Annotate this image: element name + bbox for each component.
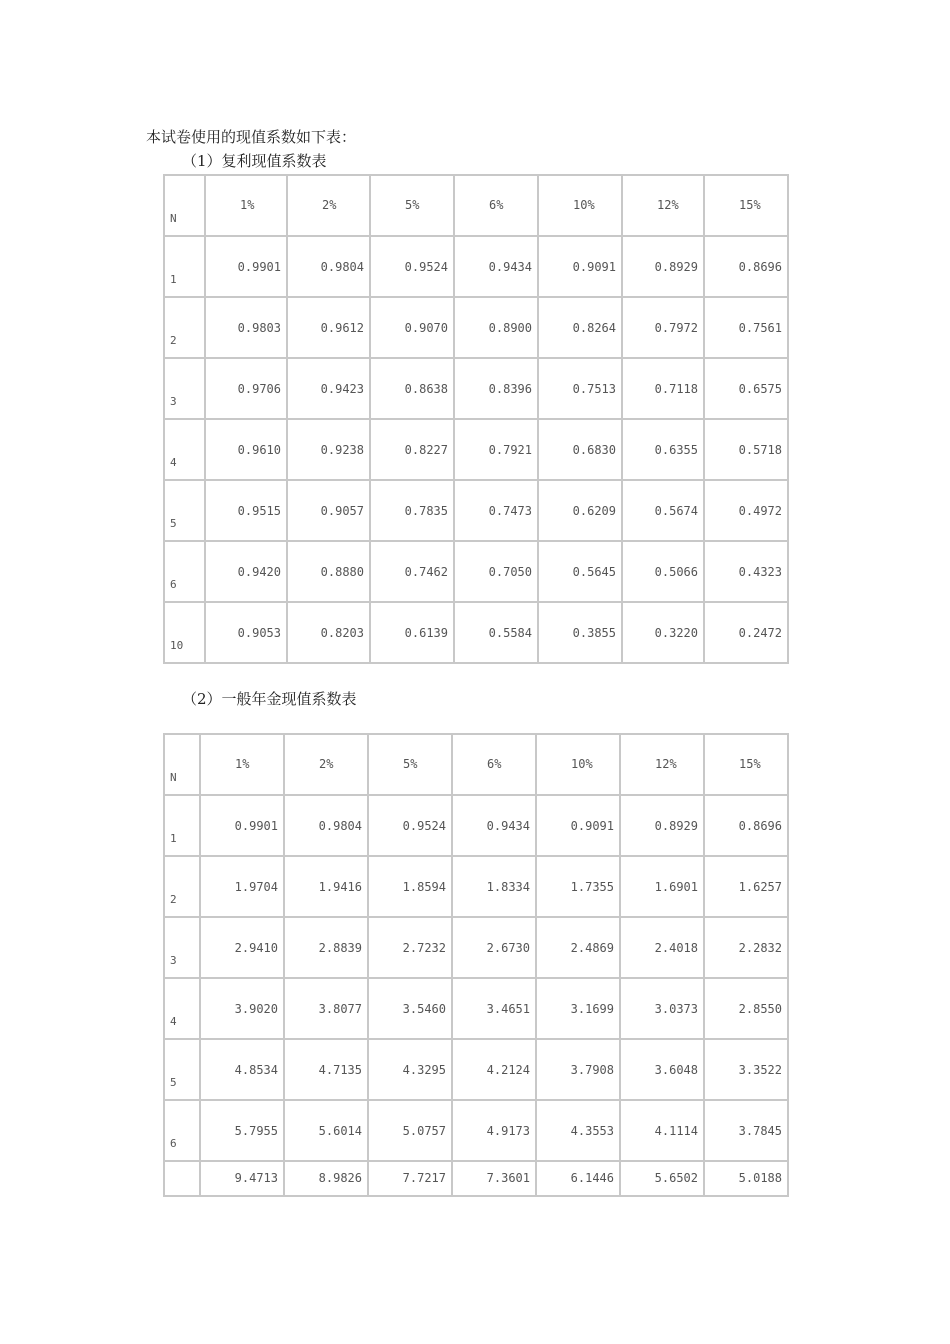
period-cell [164,236,205,297]
coefficient-value: 3.0373 [654,1002,698,1016]
table2-body [164,734,788,1196]
coefficient-value: 1.6901 [654,880,698,894]
table-row [164,917,788,978]
coefficient-value: 0.6139 [404,626,448,640]
coefficient-value: 7.3601 [486,1171,530,1185]
header-row [164,734,788,795]
table-row [164,1100,788,1161]
header-rate-label: 2% [322,198,337,212]
coefficient-value: 0.9610 [237,443,281,457]
value-cell [620,978,704,1039]
coefficient-value: 2.4869 [570,941,614,955]
value-cell [284,1100,368,1161]
value-cell [287,480,370,541]
coefficient-value: 0.9515 [237,504,281,518]
coefficient-value: 0.7050 [488,565,532,579]
value-cell [452,1039,536,1100]
value-cell [370,236,454,297]
header-rate-label: 12% [657,198,679,212]
coefficient-value: 0.9901 [237,260,281,274]
table-row [164,978,788,1039]
coefficient-value: 0.3220 [654,626,698,640]
value-cell [454,297,538,358]
period-cell [164,1039,200,1100]
period-cell [164,297,205,358]
coefficient-value: 0.8638 [404,382,448,396]
period-label: 5 [170,517,177,530]
header-rate-cell [454,175,538,236]
coefficient-value: 0.9091 [570,819,614,833]
header-rate-cell [284,734,368,795]
coefficient-value: 4.8534 [234,1063,278,1077]
coefficient-value: 4.3295 [402,1063,446,1077]
header-row [164,175,788,236]
value-cell [622,602,704,663]
value-cell [200,978,284,1039]
coefficient-value: 1.8594 [402,880,446,894]
value-cell [704,978,788,1039]
value-cell [536,978,620,1039]
header-rate-cell [538,175,622,236]
period-cell [164,602,205,663]
coefficient-value: 0.9804 [320,260,364,274]
value-cell [622,480,704,541]
value-cell [704,917,788,978]
value-cell [704,419,788,480]
header-rate-cell [620,734,704,795]
header-rate-cell [704,734,788,795]
header-rate-label: 15% [739,198,761,212]
value-cell [454,480,538,541]
value-cell [205,297,287,358]
coefficient-value: 1.7355 [570,880,614,894]
table-row [164,419,788,480]
value-cell [452,917,536,978]
value-cell [368,1100,452,1161]
table1-body [164,175,788,663]
value-cell [620,1100,704,1161]
coefficient-value: 0.9070 [404,321,448,335]
value-cell [370,419,454,480]
coefficient-value: 0.7921 [488,443,532,457]
coefficient-value: 5.6502 [654,1171,698,1185]
coefficient-value: 0.7561 [738,321,782,335]
header-n-label: N [170,212,177,225]
coefficient-value: 1.6257 [738,880,782,894]
coefficient-value: 0.8396 [488,382,532,396]
value-cell [536,1100,620,1161]
value-cell [287,236,370,297]
value-cell [536,1161,620,1196]
period-cell [164,1161,200,1196]
value-cell [454,236,538,297]
value-cell [454,419,538,480]
value-cell [536,795,620,856]
value-cell [370,480,454,541]
value-cell [368,856,452,917]
coefficient-value: 0.9612 [320,321,364,335]
header-rate-cell [704,175,788,236]
value-cell [538,236,622,297]
period-cell [164,419,205,480]
value-cell [452,1100,536,1161]
period-cell [164,978,200,1039]
value-cell [370,602,454,663]
coefficient-value: 0.7118 [654,382,698,396]
header-n-label: N [170,771,177,784]
period-label: 2 [170,334,177,347]
table-row [164,1039,788,1100]
period-cell [164,795,200,856]
header-rate-label: 5% [405,198,420,212]
coefficient-value: 0.8929 [654,819,698,833]
coefficient-value: 0.4972 [738,504,782,518]
coefficient-value: 0.6830 [572,443,616,457]
coefficient-value: 0.9901 [234,819,278,833]
value-cell [287,358,370,419]
header-rate-label: 1% [240,198,255,212]
value-cell [452,856,536,917]
value-cell [622,419,704,480]
value-cell [368,978,452,1039]
period-cell [164,480,205,541]
value-cell [205,602,287,663]
value-cell [536,1039,620,1100]
value-cell [284,1161,368,1196]
coefficient-value: 4.9173 [486,1124,530,1138]
header-n-cell [164,734,200,795]
value-cell [622,541,704,602]
value-cell [287,419,370,480]
value-cell [200,795,284,856]
value-cell [454,358,538,419]
value-cell [200,1039,284,1100]
coefficient-value: 3.3522 [738,1063,782,1077]
header-rate-label: 12% [655,757,677,771]
value-cell [200,1100,284,1161]
table-row [164,541,788,602]
coefficient-value: 0.2472 [738,626,782,640]
value-cell [620,1039,704,1100]
period-label: 4 [170,456,177,469]
annuity-present-value-table [163,733,789,1197]
value-cell [205,480,287,541]
coefficient-value: 4.2124 [486,1063,530,1077]
period-cell [164,358,205,419]
value-cell [287,297,370,358]
value-cell [200,917,284,978]
coefficient-value: 2.9410 [234,941,278,955]
header-rate-cell [287,175,370,236]
coefficient-value: 9.4713 [234,1171,278,1185]
period-label: 6 [170,578,177,591]
coefficient-value: 2.6730 [486,941,530,955]
table1-caption: （1）复利现值系数表 [182,152,327,170]
table-row [164,297,788,358]
period-cell [164,856,200,917]
value-cell [284,856,368,917]
coefficient-value: 1.9704 [234,880,278,894]
coefficient-value: 5.0757 [402,1124,446,1138]
coefficient-value: 0.9706 [237,382,281,396]
coefficient-value: 3.8077 [318,1002,362,1016]
value-cell [536,917,620,978]
coefficient-value: 0.8264 [572,321,616,335]
table-row [164,358,788,419]
value-cell [538,541,622,602]
value-cell [368,1039,452,1100]
value-cell [205,541,287,602]
value-cell [620,795,704,856]
intro-text: 本试卷使用的现值系数如下表： [146,128,357,146]
coefficient-value: 3.5460 [402,1002,446,1016]
value-cell [205,358,287,419]
period-label: 10 [170,639,184,652]
period-label: 6 [170,1137,177,1150]
coefficient-value: 0.5584 [488,626,532,640]
value-cell [454,602,538,663]
value-cell [368,795,452,856]
table-row [164,856,788,917]
header-rate-cell [368,734,452,795]
value-cell [704,297,788,358]
coefficient-value: 0.7972 [654,321,698,335]
value-cell [452,978,536,1039]
value-cell [287,602,370,663]
value-cell [452,1161,536,1196]
coefficient-value: 0.9524 [402,819,446,833]
coefficient-value: 0.8696 [738,819,782,833]
coefficient-value: 0.7462 [404,565,448,579]
period-label: 5 [170,1076,177,1089]
coefficient-value: 2.8839 [318,941,362,955]
coefficient-value: 0.5674 [654,504,698,518]
coefficient-value: 0.8696 [738,260,782,274]
header-rate-label: 15% [739,757,761,771]
coefficient-value: 3.1699 [570,1002,614,1016]
header-rate-label: 6% [487,757,502,771]
table-row [164,236,788,297]
period-cell [164,1100,200,1161]
value-cell [704,602,788,663]
coefficient-value: 0.5718 [738,443,782,457]
value-cell [622,297,704,358]
header-n-cell [164,175,205,236]
header-rate-label: 10% [571,757,593,771]
value-cell [284,795,368,856]
value-cell [704,541,788,602]
value-cell [704,1039,788,1100]
value-cell [704,795,788,856]
period-label: 1 [170,273,177,286]
coefficient-value: 0.7835 [404,504,448,518]
value-cell [368,917,452,978]
value-cell [200,1161,284,1196]
coefficient-value: 0.8203 [320,626,364,640]
value-cell [538,419,622,480]
coefficient-value: 0.8880 [320,565,364,579]
header-rate-cell [452,734,536,795]
coefficient-value: 0.7513 [572,382,616,396]
value-cell [205,236,287,297]
coefficient-value: 1.8334 [486,880,530,894]
value-cell [538,480,622,541]
present-value-table [163,174,789,664]
coefficient-value: 0.9434 [486,819,530,833]
coefficient-value: 8.9826 [318,1171,362,1185]
value-cell [287,541,370,602]
table2-caption: （2）一般年金现值系数表 [182,690,357,708]
coefficient-value: 0.8929 [654,260,698,274]
header-rate-cell [370,175,454,236]
value-cell [370,358,454,419]
coefficient-value: 0.9238 [320,443,364,457]
value-cell [284,978,368,1039]
value-cell [538,297,622,358]
coefficient-value: 0.8227 [404,443,448,457]
coefficient-value: 2.7232 [402,941,446,955]
coefficient-value: 5.6014 [318,1124,362,1138]
coefficient-value: 0.8900 [488,321,532,335]
value-cell [200,856,284,917]
value-cell [205,419,287,480]
table-row [164,480,788,541]
value-cell [370,297,454,358]
header-rate-cell [205,175,287,236]
value-cell [620,1161,704,1196]
coefficient-value: 0.9057 [320,504,364,518]
value-cell [284,1039,368,1100]
coefficient-value: 0.9053 [237,626,281,640]
coefficient-value: 0.9091 [572,260,616,274]
header-rate-cell [200,734,284,795]
coefficient-value: 0.9524 [404,260,448,274]
coefficient-value: 0.9803 [237,321,281,335]
value-cell [454,541,538,602]
header-rate-label: 5% [403,757,418,771]
value-cell [622,358,704,419]
header-rate-label: 10% [573,198,595,212]
coefficient-value: 0.9804 [318,819,362,833]
coefficient-value: 4.3553 [570,1124,614,1138]
coefficient-value: 5.7955 [234,1124,278,1138]
period-label: 3 [170,395,177,408]
coefficient-value: 2.4018 [654,941,698,955]
coefficient-value: 3.6048 [654,1063,698,1077]
coefficient-value: 0.6575 [738,382,782,396]
value-cell [704,1161,788,1196]
value-cell [370,541,454,602]
coefficient-value: 4.1114 [654,1124,698,1138]
header-rate-cell [622,175,704,236]
period-label: 4 [170,1015,177,1028]
table-row [164,795,788,856]
period-cell [164,541,205,602]
period-cell [164,917,200,978]
coefficient-value: 0.6355 [654,443,698,457]
value-cell [704,480,788,541]
table-row [164,1161,788,1196]
coefficient-value: 0.6209 [572,504,616,518]
table-row [164,602,788,663]
coefficient-value: 7.7217 [402,1171,446,1185]
value-cell [452,795,536,856]
value-cell [704,236,788,297]
value-cell [538,358,622,419]
coefficient-value: 2.2832 [738,941,782,955]
value-cell [620,917,704,978]
coefficient-value: 3.7908 [570,1063,614,1077]
coefficient-value: 6.1446 [570,1171,614,1185]
value-cell [536,856,620,917]
coefficient-value: 0.3855 [572,626,616,640]
coefficient-value: 4.7135 [318,1063,362,1077]
coefficient-value: 0.5645 [572,565,616,579]
period-label: 1 [170,832,177,845]
value-cell [704,856,788,917]
coefficient-value: 3.9020 [234,1002,278,1016]
coefficient-value: 0.9423 [320,382,364,396]
coefficient-value: 3.7845 [738,1124,782,1138]
period-label: 3 [170,954,177,967]
value-cell [704,1100,788,1161]
period-label: 2 [170,893,177,906]
value-cell [538,602,622,663]
value-cell [622,236,704,297]
coefficient-value: 3.4651 [486,1002,530,1016]
coefficient-value: 0.9434 [488,260,532,274]
header-rate-cell [536,734,620,795]
coefficient-value: 0.9420 [237,565,281,579]
coefficient-value: 5.0188 [738,1171,782,1185]
coefficient-value: 0.7473 [488,504,532,518]
value-cell [368,1161,452,1196]
coefficient-value: 0.4323 [738,565,782,579]
value-cell [620,856,704,917]
value-cell [704,358,788,419]
header-rate-label: 1% [235,757,250,771]
coefficient-value: 1.9416 [318,880,362,894]
header-rate-label: 6% [489,198,504,212]
coefficient-value: 2.8550 [738,1002,782,1016]
value-cell [284,917,368,978]
coefficient-value: 0.5066 [654,565,698,579]
header-rate-label: 2% [319,757,334,771]
